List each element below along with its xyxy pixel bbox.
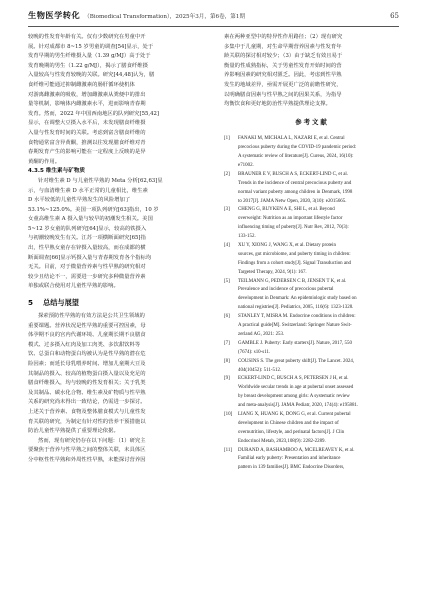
- text-line: 发育。然而，2022 年中国西南地区的队列研究[55,42]: [28, 110, 159, 117]
- section-number: 5: [28, 298, 34, 308]
- text-line: 及其制品、碳水化合物、维生素及矿物质与性早熟: [28, 389, 146, 396]
- reference-item: [224, 358, 400, 376]
- text-line: 发育晚期的男生（1.22 g/MJ），揭示了膳食纤维摄: [28, 62, 148, 69]
- text-line: 针对维生素 D 与儿童性早熟的 Meta 分析[62,63]显: [38, 177, 163, 184]
- text-line: 无关。目前，对于微量营养素与性早熟的研究相对: [28, 264, 146, 271]
- reference-item: [224, 313, 400, 340]
- text-line: 示，与血清维生素 D 水平正常的儿童相比，维生素: [28, 187, 148, 194]
- text-line: 模式、过多摄入红肉及加工肉类、多饮甜饮料等: [28, 341, 141, 348]
- text-line: 发育早期的男生纤维摄入量（1.39 g/MJ）高于处于: [28, 53, 151, 60]
- reference-number: [10]: [224, 411, 233, 417]
- reference-line: development in Denmark: An epidemiologic study based on: [238, 296, 357, 302]
- text-line: 女童高维生素 A 摄入量与较早的初潮发生相关。美国: [28, 216, 153, 223]
- text-line: 膳食纤维摄入，均与较晚的性发育相关；关于乳类: [28, 380, 146, 387]
- text-line: 龄关联的探讨相对较少；（3）由于缺乏有效且易于: [224, 53, 343, 60]
- reference-line: XU Y, XIONG J, WANG X, et al. Dietary protein: [238, 243, 336, 249]
- reference-number: [9]: [224, 376, 230, 382]
- text-line: 素在两种亚型中的特异性作用路径；（2）现有研究: [224, 34, 343, 40]
- reference-line: GAMBLE J. Puberty: Early starters[J]. Nature, 2017, 550: [238, 340, 352, 346]
- reference-line: normal variant puberty among children in Denmark, 1998: [238, 189, 353, 195]
- text-line: 春期发育产生的影响可能在一定程度上反映的是异: [28, 149, 146, 156]
- reference-line: A practical guide[M]. Switzerland: Springer Nature Swit-: [238, 323, 352, 329]
- reference-line: TEILMANN G, PEDERSEN C B, JENSEN T K, et al.: [238, 278, 347, 284]
- reference-text: [238, 313, 400, 340]
- text-line: 食纤维可能通过抑制雌激素的肠肝循环使机体: [28, 81, 135, 88]
- text-line: 对游离雌激素的吸收，增加雌激素从粪便中的排出: [28, 91, 146, 98]
- reference-item: [224, 375, 400, 411]
- text-line: 显示，在调整大豆摄入水平后，未发现膳食纤维摄: [28, 120, 146, 127]
- reference-line: A systematic review of literature[J]. Cureus, 2024, 16(10):: [238, 154, 354, 160]
- reference-line: influencing timing of puberty[J]. Nutr Rev, 2012, 70(3):: [238, 225, 349, 231]
- text-line: 体孕期不良的宫内代谢环境、儿童期长期不良膳食: [28, 332, 146, 339]
- text-line: 较晚的性发育年龄有关。仅有少数研究在男童中开: [28, 34, 146, 40]
- reference-line: COUSINS S. The great puberty shift[J]. The Lancet. 2024,: [238, 358, 355, 364]
- text-line: 养影响因素的研究相对匮乏。因此，考虑到性早熟: [224, 72, 342, 79]
- text-line: 多集中于儿童期，对生命早期营养因素与性发育年: [224, 43, 342, 50]
- text-line: 食物通常富含异黄酮，推测以往发现膳食纤维对青: [28, 139, 146, 146]
- reference-number: [4]: [224, 243, 230, 249]
- reference-line: LIANG X, HUANG K, DONG G, et al. Current pubertal: [238, 411, 351, 417]
- reference-item: [224, 135, 400, 171]
- reference-line: national registries[J]. Pediatrics, 2005, 116(6): 1323-1328.: [238, 305, 354, 311]
- reference-line: to 2017[J]. JAMA Netw Open, 2020, 3(10): e2015665.: [238, 198, 347, 204]
- text-line: 发生的地域差异，亟需开展更广泛的前瞻性研究，: [224, 81, 342, 88]
- reference-text: [238, 278, 400, 314]
- text-line: 其制品的摄入、较高的植物蛋白摄入量以及充足的: [28, 370, 146, 377]
- reference-item: [224, 206, 400, 242]
- journal-info: [28, 10, 245, 21]
- reference-line: Familial early puberty: Presentation and inheritance: [238, 456, 341, 462]
- reference-line: (7674): s10-s11.: [238, 349, 271, 355]
- reference-line: FANAKI M, MICHALA L, NAZARI E, et al. Central: [238, 136, 345, 142]
- paragraph-outlook: [224, 33, 400, 110]
- reference-number: [8]: [224, 358, 230, 364]
- reference-text: [238, 411, 400, 447]
- text-line: 5~12 岁女童的队列研究[64]显示，较高的铁摄入: [28, 225, 147, 232]
- text-line: 分中枢性性早熟和外周性性早熟，未能探讨营养因: [28, 456, 146, 463]
- reference-line: Trends in the incidence of central precocious puberty and: [238, 180, 352, 186]
- right-column: [224, 33, 400, 473]
- reference-line: and meta-analysis[J]. JAMA Pediatr, 2020, 174(4): e195881.: [238, 403, 359, 409]
- paragraph-summary: [28, 312, 202, 466]
- reference-line: precocious puberty during the COVID-19 pandemic period:: [238, 145, 357, 151]
- text-line: 入量与性发育时间的关联。考虑到富含膳食纤维的: [28, 129, 146, 136]
- reference-number: [1]: [224, 136, 230, 142]
- reference-text: [238, 375, 400, 411]
- text-line: 与初潮较晚发生有关。江苏一项横断面研究[65]指: [28, 235, 146, 242]
- reference-line: e71002.: [238, 163, 254, 169]
- reference-line: zerland AG, 2021: 253.: [238, 331, 285, 337]
- reference-line: Targeted Therapy, 2024, 9(1): 167.: [238, 269, 307, 275]
- text-line: 要聚焦于营养与性早熟之间的整体关联，未具体区: [28, 447, 146, 454]
- reference-item: [224, 171, 400, 207]
- text-line: 出，性早熟女童存在锌摄入量较高，而在成都的横: [28, 245, 146, 252]
- reference-text: [238, 171, 400, 207]
- reference-line: STANLEY T, MISRA M. Endocrine conditions in children:: [238, 314, 356, 320]
- reference-line: Prevalence and incidence of precocious pubertal: [238, 287, 334, 293]
- reference-line: CHENG G, BUYKEN A E, SHI L, et al. Beyond: [238, 207, 335, 213]
- reference-item: [224, 411, 400, 447]
- reference-line: Worldwide secular trends in age at pubertal onset assessed: [238, 385, 354, 391]
- reference-line: development in Chinese children and the impact of: [238, 420, 339, 426]
- text-line: 上述关于营养素、食物及整体膳食模式与儿童性发: [28, 408, 146, 415]
- reference-line: DURAND A, BASHAMBOO A, MCELREAVEY K, et al.: [238, 447, 355, 453]
- text-line: 关系的研究尚未得出一致结论，仍需进一步探讨。: [28, 399, 146, 406]
- text-line: 以明确膳食因素与性早熟之间的因果关系，为指导: [224, 91, 342, 98]
- reference-text: [238, 242, 400, 278]
- reference-item: [224, 340, 400, 358]
- text-line: 黄酮的作用。: [28, 158, 61, 165]
- text-line: 53.1%~125.0%。美国一项队列研究[63]指出，10 岁: [28, 206, 159, 213]
- text-line: 断面调查[66]显示钙摄入量与青春期发育各个指标均: [28, 254, 152, 261]
- journal-name: 生物医学转化: [28, 10, 81, 20]
- subsection-heading: 4.3.5 维生素与矿物质: [28, 168, 86, 175]
- section-title: 总结与展望: [43, 298, 79, 308]
- reference-line: overnutrition, lifestyle, and perinatal factors[J]. J Clin: [238, 429, 345, 435]
- reference-line: 404(10452): 511-512.: [238, 367, 282, 373]
- text-line: 单独或联合使用对儿童性早熟的影响。: [28, 283, 119, 290]
- text-line: 量等机制，影响体内雌激素水平，进而影响青春期: [28, 101, 146, 108]
- text-line: 饮、总蛋白和动物蛋白均被认为是性早熟的潜在危: [28, 351, 146, 358]
- reference-line: ECKERT-LIND C, BUSCH A S, PETERSEN J H, et al.: [238, 376, 349, 382]
- reference-number: [6]: [224, 314, 230, 320]
- reference-number: [2]: [224, 171, 230, 177]
- reference-item: [224, 278, 400, 314]
- reference-text: [238, 358, 400, 376]
- reference-line: BRÄUNER E V, BUSCH A S, ECKERT-LIND C, et al.: [238, 171, 349, 177]
- reference-line: pattern in 139 families[J]. BMC Endocrine Disorders,: [238, 465, 345, 471]
- reference-number: [11]: [224, 447, 233, 453]
- reference-list: [224, 135, 400, 473]
- paragraph-vitamins-minerals: [28, 177, 202, 292]
- reference-text: [238, 206, 400, 242]
- page-number: 65: [390, 12, 399, 20]
- text-line: 探索预防性早熟的有效方法是公共卫生领域的: [38, 313, 145, 320]
- reference-line: sources, gut microbiome, and puberty timing in children:: [238, 251, 351, 257]
- page-header: [28, 10, 399, 27]
- left-column: [28, 33, 202, 466]
- text-line: 较少且结论不一，需要进一步研究多种微量营养素: [28, 273, 146, 280]
- text-line: 重要课题。营养状况是性早熟的重要可控因素，母: [28, 322, 146, 329]
- reference-line: by breast development among girls: A systematic review: [238, 394, 350, 400]
- text-line: D 水平较低的儿童性早熟发生的风险增加了: [28, 197, 131, 204]
- reference-line: 133-152.: [238, 234, 256, 240]
- text-line: 然而，现有研究仍存在以下问题：（1）研究主: [38, 437, 146, 444]
- reference-number: [5]: [224, 278, 230, 284]
- text-line: 险因素；而延长母乳喂养时间、增加儿童期大豆及: [28, 361, 146, 367]
- reference-line: Findings from a cohort study[J]. Signal Transduction and: [238, 260, 352, 266]
- reference-number: [7]: [224, 340, 230, 346]
- text-line: 均衡饮食和更好地防治性早熟提供理论支撑。: [224, 101, 331, 108]
- text-line: 防治儿童性早熟提供了重要理论依据。: [28, 428, 119, 435]
- reference-line: overweight: Nutrition as an important lifestyle factor: [238, 216, 343, 222]
- text-line: 展。针对成都市 8~15 岁男童的调查[54]显示，处于: [28, 43, 154, 50]
- reference-text: [238, 135, 400, 171]
- reference-line: Endocrinol Metab, 2023,108(9): 2282-2289.: [238, 438, 326, 444]
- section-heading: [28, 294, 202, 312]
- reference-item: [224, 242, 400, 278]
- journal-meta: （Biomedical Transformation），2025年3月，第6卷，第1期: [84, 14, 246, 20]
- text-line: 育关联的研究，为制定有针对性的营养干预措施以: [28, 418, 146, 425]
- reference-text: [238, 447, 400, 474]
- paragraph-dietary-fiber: [28, 33, 202, 167]
- reference-item: [224, 447, 400, 474]
- reference-number: [3]: [224, 207, 230, 213]
- reference-text: [238, 340, 400, 358]
- references-title: 参考文献: [295, 117, 329, 126]
- text-line: 衡量的性成熟指标，关于男童性发育开始时间的营: [224, 62, 342, 69]
- text-line: 入量较高与性发育较晚的关联。研究[44,48]认为，膳: [28, 72, 155, 79]
